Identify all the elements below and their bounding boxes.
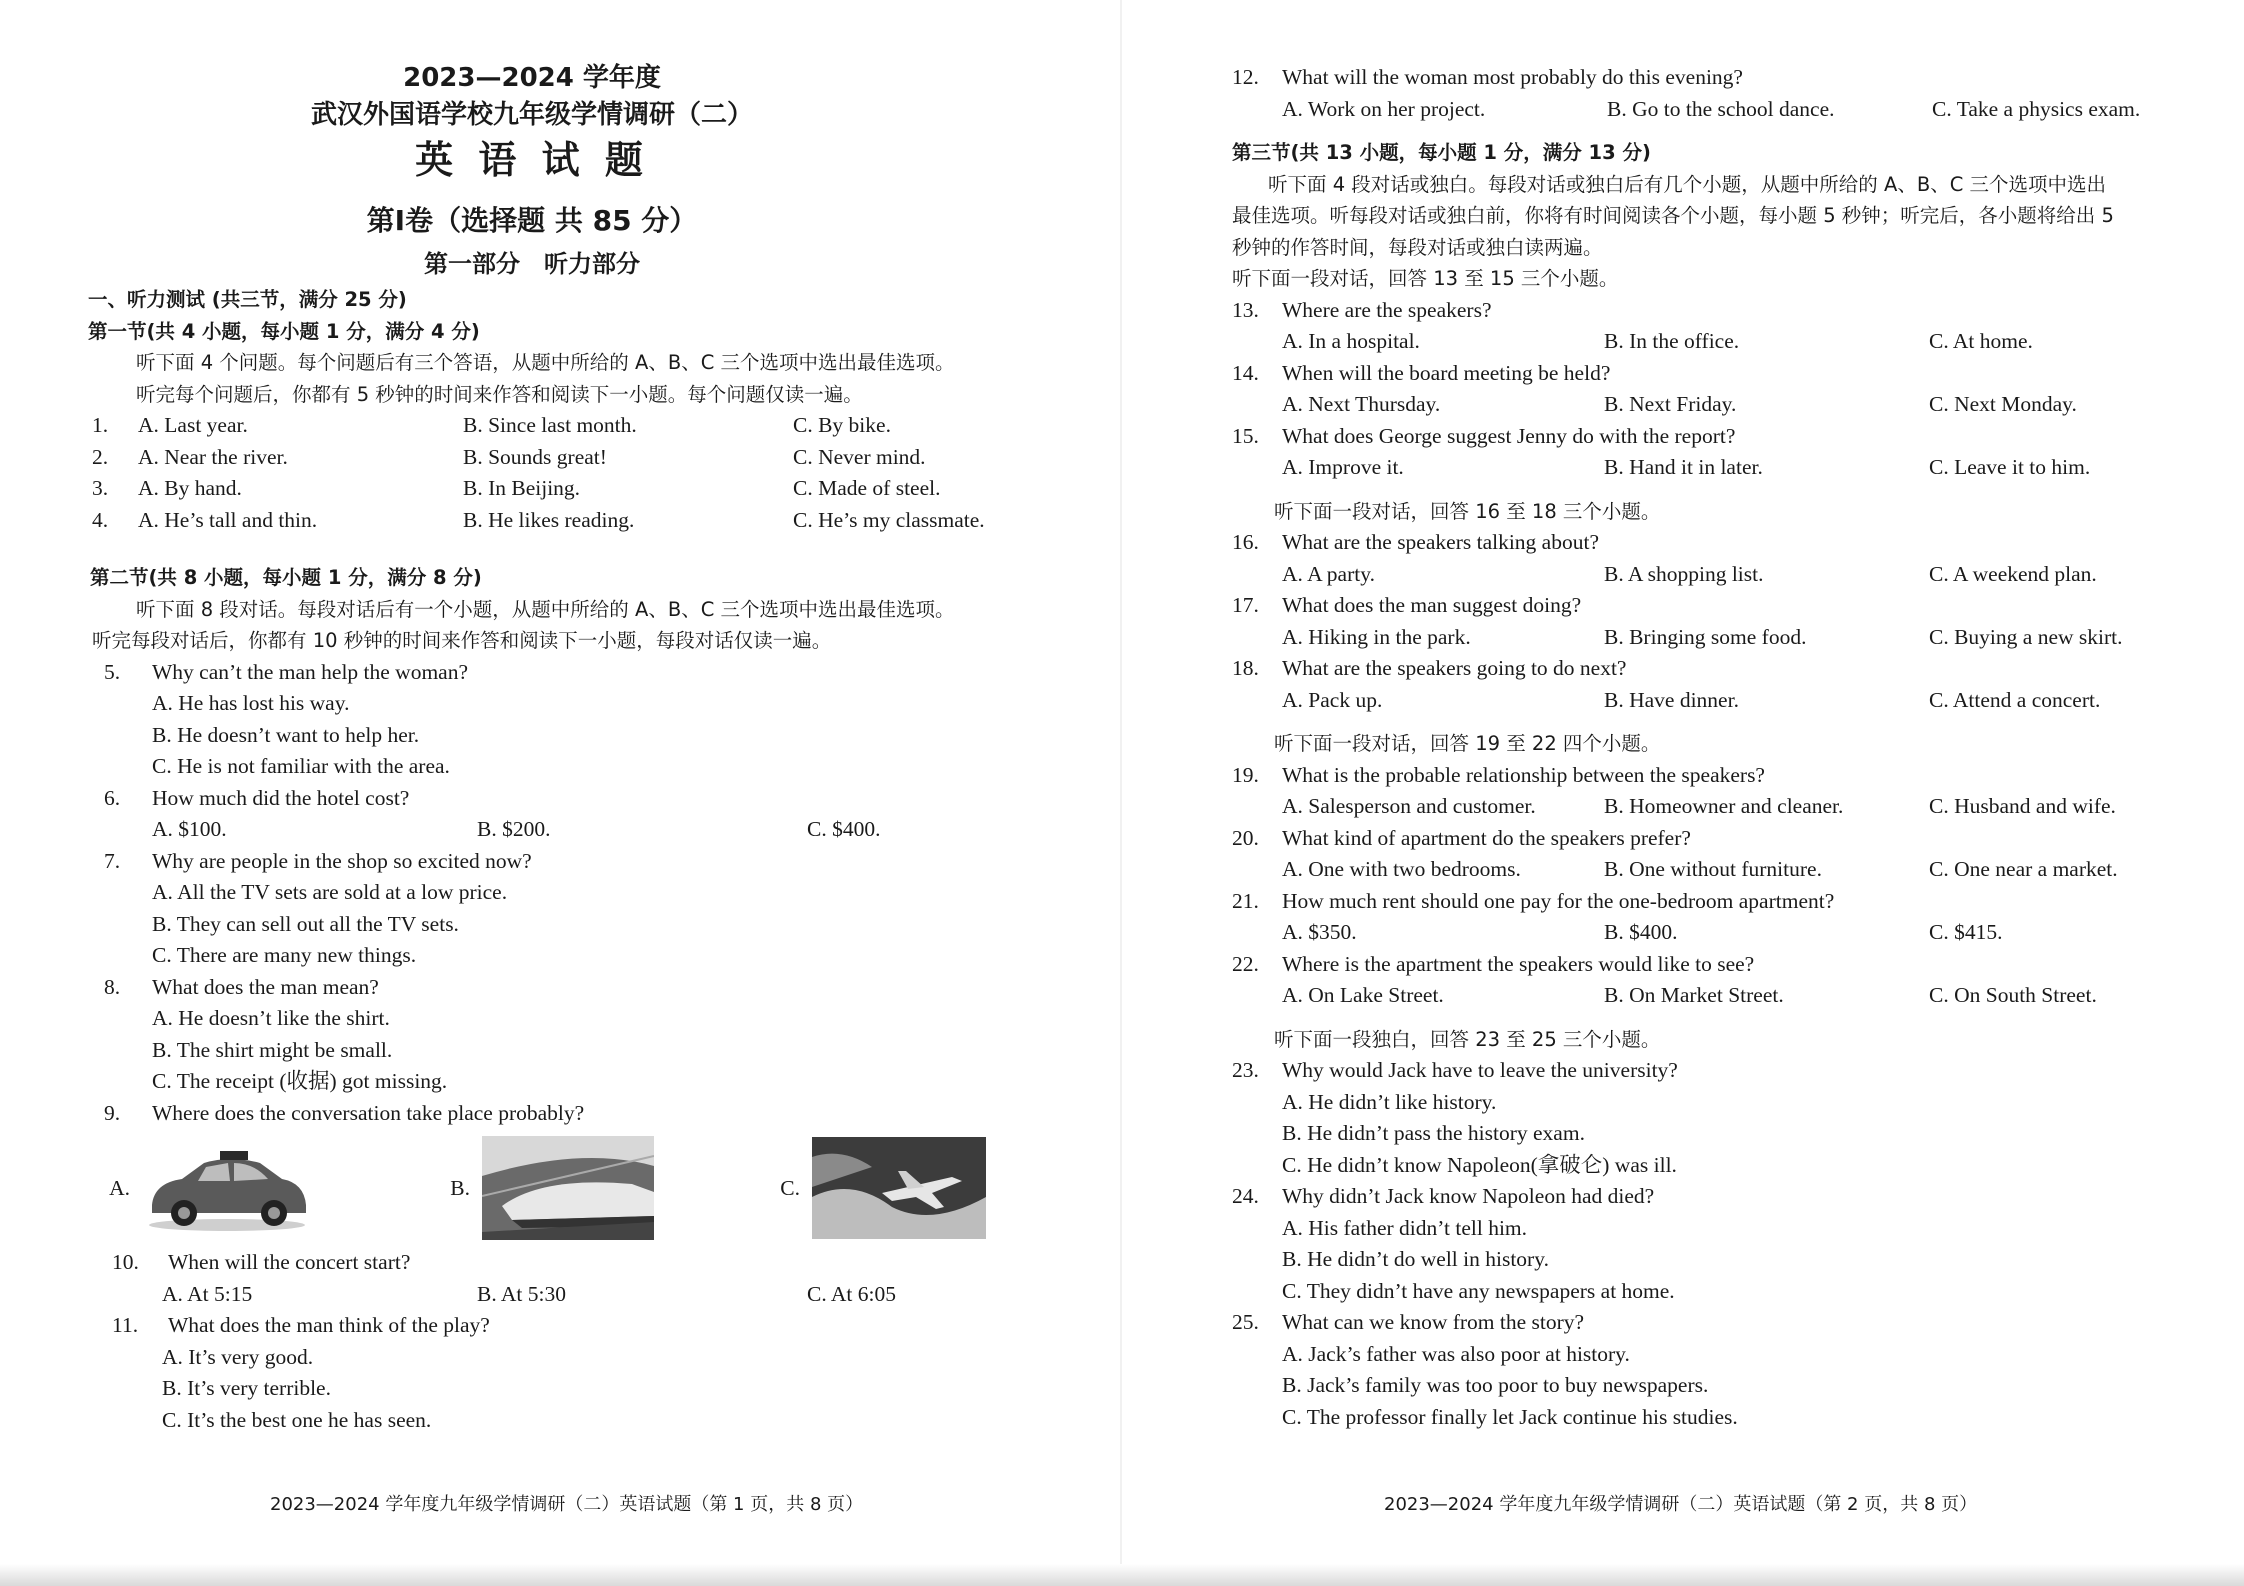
q-num: 19.	[1232, 762, 1259, 787]
q-num: 17.	[1232, 593, 1259, 617]
s3-instr-1: 听下面 4 段对话或独白。每段对话或独白后有几个小题，从题中所给的 A、B、C 三个选项中选出	[1268, 172, 2107, 196]
q-stem: How much rent should one pay for the one-bedroom apartment?	[1282, 888, 1835, 913]
s2-instr-1: 听下面 8 段对话。每段对话后有一个小题，从题中所给的 A、B、C 三个选项中选出最佳选项。	[136, 597, 955, 621]
question-13	[1232, 295, 2204, 327]
q-num: 1.	[92, 413, 109, 437]
q-stem: What does George suggest Jenny do with the report?	[1282, 423, 1736, 448]
q-stem: What does the man mean?	[152, 974, 379, 999]
option-c[interactable]: C. Take a physics exam.	[1932, 96, 2141, 121]
questions-19-22	[1232, 760, 2204, 1012]
q-stem: What kind of apartment do the speakers prefer?	[1282, 825, 1691, 850]
option-a[interactable]: A. He doesn’t like the shirt.	[152, 1006, 390, 1030]
title-subject: 英 语 试 题	[415, 138, 649, 182]
option-b[interactable]: B. Since last month.	[463, 413, 637, 437]
q6-options	[92, 814, 1120, 846]
train-photo-icon[interactable]	[482, 1136, 654, 1240]
option-a[interactable]: A. By hand.	[138, 476, 242, 500]
option-c[interactable]: C. Buying a new skirt.	[1929, 624, 2123, 649]
question-5	[92, 657, 1120, 689]
option-a[interactable]: A. One with two bedrooms.	[1282, 857, 1521, 881]
q-num: 6.	[104, 785, 121, 810]
option-a[interactable]: A. At 5:15	[162, 1281, 253, 1306]
title-school: 武汉外国语学校九年级学情调研（二）	[310, 100, 753, 130]
q-num: 13.	[1232, 297, 1259, 322]
q-num: 22.	[1232, 951, 1259, 976]
s2-title: 第二节(共 8 小题，每小题 1 分，满分 8 分)	[90, 566, 482, 589]
q-num: 21.	[1232, 888, 1259, 913]
q-stem: Where are the speakers?	[1282, 297, 1492, 322]
option-c[interactable]: C. He is not familiar with the area.	[152, 754, 450, 778]
option-b-label: B.	[450, 1175, 470, 1200]
option-b[interactable]: B. They can sell out all the TV sets.	[152, 911, 459, 936]
q-num: 11.	[112, 1313, 139, 1337]
q-num: 24.	[1232, 1184, 1259, 1208]
option-b[interactable]: B. Next Friday.	[1604, 392, 1737, 416]
question-20	[1232, 823, 2204, 855]
option-b[interactable]: B. In Beijing.	[463, 476, 581, 500]
q-stem: How much did the hotel cost?	[152, 785, 410, 810]
q-stem: What does the man think of the play?	[168, 1313, 490, 1337]
option-a[interactable]: A. Work on her project.	[1282, 96, 1486, 121]
option-c[interactable]: C. $415.	[1929, 920, 2003, 944]
option-c[interactable]: C. By bike.	[793, 413, 891, 437]
q21-options	[1232, 917, 2204, 949]
s2-instr-2: 听完每段对话后，你都有 10 秒钟的时间来作答和阅读下一小题，每段对话仅读一遍。	[92, 629, 832, 652]
option-c[interactable]: C. At 6:05	[807, 1281, 897, 1306]
option-c[interactable]: C. $400.	[807, 817, 881, 841]
question-2	[92, 442, 1120, 474]
q-stem: When will the concert start?	[168, 1250, 411, 1274]
option-a[interactable]: A. $100.	[152, 817, 227, 841]
option-a[interactable]: A. It’s very good.	[162, 1344, 314, 1369]
question-18	[1232, 653, 2204, 685]
option-b[interactable]: B. Jack’s family was too poor to buy newspapers.	[1282, 1373, 1709, 1397]
q-stem: What are the speakers going to do next?	[1282, 656, 1627, 680]
option-b[interactable]: B. He doesn’t want to help her.	[152, 722, 420, 747]
page-footer: 2023—2024 学年度九年级学情调研（二）英语试题（第 1 页，共 8 页）	[270, 1494, 864, 1515]
questions-1-4	[92, 410, 1120, 536]
option-c[interactable]: C. There are many new things.	[152, 943, 417, 967]
q-num: 16.	[1232, 530, 1259, 554]
option-c[interactable]: C. On South Street.	[1929, 983, 2097, 1007]
q-num: 10.	[112, 1250, 139, 1274]
question-1	[92, 410, 1120, 442]
option-a[interactable]: A. Last year.	[138, 413, 248, 437]
option-c[interactable]: C. They didn’t have any newspapers at home.	[1282, 1278, 1675, 1303]
option-b[interactable]: B. The shirt might be small.	[152, 1037, 393, 1062]
option-a[interactable]: A. Near the river.	[138, 444, 288, 469]
option-b[interactable]: B. It’s very terrible.	[162, 1376, 331, 1400]
option-c[interactable]: C. Husband and wife.	[1929, 794, 2116, 818]
option-a[interactable]: A. He’s tall and thin.	[138, 507, 318, 532]
option-c[interactable]: C. Never mind.	[793, 444, 926, 469]
option-c[interactable]: C. A weekend plan.	[1929, 561, 2097, 586]
q-num: 23.	[1232, 1058, 1259, 1082]
q15-options	[1232, 452, 2204, 484]
option-b[interactable]: B. One without furniture.	[1604, 857, 1822, 881]
question-8	[92, 972, 1120, 1004]
q-num: 7.	[104, 848, 121, 873]
option-b[interactable]: B. He didn’t do well in history.	[1282, 1247, 1549, 1271]
q-stem: Why didn’t Jack know Napoleon had died?	[1282, 1184, 1655, 1208]
q-stem: Where is the apartment the speakers would like to see?	[1282, 951, 1755, 976]
option-b[interactable]: B. At 5:30	[477, 1281, 567, 1306]
option-a[interactable]: A. His father didn’t tell him.	[1282, 1215, 1528, 1240]
question-17	[1232, 590, 2204, 622]
option-a[interactable]: A. He didn’t like history.	[1282, 1089, 1497, 1114]
section-listen: 一、听力测试 (共三节，满分 25 分)	[88, 288, 407, 311]
s1-instr-2: 听完每个问题后，你都有 5 秒钟的时间来作答和阅读下一小题。每个问题仅读一遍。	[136, 382, 863, 406]
q-num: 4.	[92, 507, 109, 532]
q-num: 14.	[1232, 360, 1259, 385]
part-heading: 第一部分 听力部分	[424, 250, 640, 278]
question-9	[92, 1098, 1120, 1130]
q-num: 12.	[1232, 65, 1259, 89]
s1-instr-1: 听下面 4 个问题。每个问题后有三个答语，从题中所给的 A、B、C 三个选项中选出最佳选项。	[136, 351, 955, 374]
group-1-intro: 听下面一段对话，回答 13 至 15 三个小题。	[1232, 267, 1619, 290]
taxi-photo-icon[interactable]	[142, 1143, 312, 1233]
airplane-photo-icon[interactable]	[812, 1137, 986, 1239]
q-num: 3.	[92, 476, 109, 500]
q-stem: Where does the conversation take place probably?	[152, 1100, 585, 1125]
question-21	[1232, 886, 2204, 918]
option-b[interactable]: B. Bringing some food.	[1604, 624, 1807, 649]
option-b[interactable]: B. In the office.	[1604, 329, 1740, 353]
option-a[interactable]: A. $350.	[1282, 920, 1357, 944]
q-num: 9.	[104, 1100, 121, 1125]
option-b[interactable]: B. He didn’t pass the history exam.	[1282, 1121, 1585, 1145]
option-b[interactable]: B. $400.	[1604, 920, 1678, 944]
q-stem: What is the probable relationship between the speakers?	[1282, 762, 1765, 787]
option-a[interactable]: A. Hiking in the park.	[1282, 624, 1471, 649]
option-b[interactable]: B. Go to the school dance.	[1607, 96, 1835, 121]
title-year: 2023—2024 学年度	[403, 63, 661, 93]
group-2-intro: 听下面一段对话，回答 16 至 18 三个小题。	[1274, 499, 1661, 523]
s1-title: 第一节(共 4 小题，每小题 1 分，满分 4 分)	[88, 319, 480, 343]
q13-options	[1232, 326, 2204, 358]
question-24	[1232, 1181, 2204, 1213]
question-14	[1232, 358, 2204, 390]
q-stem: What does the man suggest doing?	[1282, 593, 1582, 617]
option-b[interactable]: B. Hand it in later.	[1604, 455, 1763, 479]
page-1	[0, 0, 1120, 1586]
option-b[interactable]: B. He likes reading.	[463, 507, 635, 532]
option-c[interactable]: C. At home.	[1929, 329, 2033, 353]
q-num: 20.	[1232, 825, 1259, 850]
option-c[interactable]: C. Attend a concert.	[1929, 687, 2101, 712]
q12-options	[1232, 94, 2204, 126]
q-num: 2.	[92, 444, 109, 469]
option-a[interactable]: A. Improve it.	[1282, 455, 1404, 479]
q19-options	[1232, 791, 2204, 823]
questions-16-18	[1232, 527, 2204, 716]
q-stem: Why can’t the man help the woman?	[152, 659, 469, 684]
option-a[interactable]: A. Pack up.	[1282, 687, 1383, 712]
question-25	[1232, 1307, 2204, 1339]
paper-heading: 第Ⅰ卷（选择题 共 85 分）	[366, 204, 698, 237]
question-16	[1232, 527, 2204, 559]
option-c[interactable]: C. The professor finally let Jack continue his studies.	[1282, 1404, 1738, 1429]
q9-picture-options	[92, 1129, 1120, 1247]
page-footer: 2023—2024 学年度九年级学情调研（二）英语试题（第 2 页，共 8 页）	[1384, 1494, 1978, 1515]
question-6	[92, 783, 1120, 815]
option-a[interactable]: A. In a hospital.	[1282, 329, 1420, 353]
option-b[interactable]: B. On Market Street.	[1604, 983, 1784, 1007]
option-b[interactable]: B. $200.	[477, 817, 551, 841]
question-11	[92, 1310, 1120, 1342]
s3-instr-2: 最佳选项。听每段对话或独白前，你将有时间阅读各个小题，每小题 5 秒钟；听完后，各小题将给出 5	[1232, 204, 2114, 227]
option-c[interactable]: C. The receipt (收据) got missing.	[152, 1069, 448, 1093]
q-num: 8.	[104, 974, 121, 999]
option-b[interactable]: B. A shopping list.	[1604, 561, 1764, 586]
option-a[interactable]: A. He has lost his way.	[152, 691, 350, 715]
q-stem: What are the speakers talking about?	[1282, 530, 1599, 554]
option-c-label: C.	[780, 1175, 800, 1200]
s3-instr-3: 秒钟的作答时间，每段对话或独白读两遍。	[1232, 235, 1603, 259]
page-2	[1122, 0, 2244, 1586]
option-a[interactable]: A. Salesperson and customer.	[1282, 794, 1536, 818]
q-stem: Why are people in the shop so excited now?	[152, 848, 532, 873]
s3-title: 第三节(共 13 小题，每小题 1 分，满分 13 分)	[1232, 141, 1651, 164]
question-3	[92, 473, 1120, 505]
q18-options	[1232, 685, 2204, 717]
q-stem: What can we know from the story?	[1282, 1310, 1585, 1334]
option-b[interactable]: B. Homeowner and cleaner.	[1604, 794, 1844, 818]
question-12	[1232, 62, 2204, 94]
option-a[interactable]: A. All the TV sets are sold at a low price.	[152, 880, 508, 904]
option-c[interactable]: C. It’s the best one he has seen.	[162, 1407, 432, 1432]
option-b[interactable]: B. Sounds great!	[463, 444, 607, 469]
group-3-intro: 听下面一段对话，回答 19 至 22 四个小题。	[1274, 732, 1661, 755]
scan-bottom-shadow	[0, 1564, 2244, 1586]
q-num: 15.	[1232, 423, 1259, 448]
option-a[interactable]: A. On Lake Street.	[1282, 983, 1444, 1007]
q22-options	[1232, 980, 2204, 1012]
question-7	[92, 846, 1120, 878]
question-15	[1232, 421, 2204, 453]
option-c[interactable]: C. Next Monday.	[1929, 392, 2077, 416]
question-22	[1232, 949, 2204, 981]
q16-options	[1232, 559, 2204, 591]
option-c[interactable]: C. He’s my classmate.	[793, 507, 985, 532]
q17-options	[1232, 622, 2204, 654]
option-c[interactable]: C. One near a market.	[1929, 857, 2118, 881]
q20-options	[1232, 854, 2204, 886]
q-stem: Why would Jack have to leave the university?	[1282, 1058, 1678, 1082]
option-b[interactable]: B. Have dinner.	[1604, 687, 1739, 712]
questions-13-15	[1232, 295, 2204, 484]
q-num: 25.	[1232, 1310, 1259, 1334]
option-a[interactable]: A. Next Thursday.	[1282, 392, 1441, 416]
q-num: 18.	[1232, 656, 1259, 680]
question-4	[92, 505, 1120, 537]
option-c[interactable]: C. Leave it to him.	[1929, 455, 2091, 479]
option-a[interactable]: A. Jack’s father was also poor at history.	[1282, 1341, 1630, 1366]
question-23	[1232, 1055, 2204, 1087]
option-a-label: A.	[109, 1175, 130, 1200]
q-num: 5.	[104, 659, 121, 684]
option-c[interactable]: C. Made of steel.	[793, 476, 941, 500]
question-19	[1232, 760, 2204, 792]
question-10	[92, 1247, 1120, 1279]
group-4-intro: 听下面一段独白，回答 23 至 25 三个小题。	[1274, 1027, 1661, 1051]
q10-options	[92, 1279, 1120, 1311]
q-stem: What will the woman most probably do this evening?	[1282, 65, 1743, 89]
option-a[interactable]: A. A party.	[1282, 561, 1375, 586]
q14-options	[1232, 389, 2204, 421]
q-stem: When will the board meeting be held?	[1282, 360, 1611, 385]
option-c[interactable]: C. He didn’t know Napoleon(拿破仑) was ill.	[1282, 1152, 1677, 1177]
